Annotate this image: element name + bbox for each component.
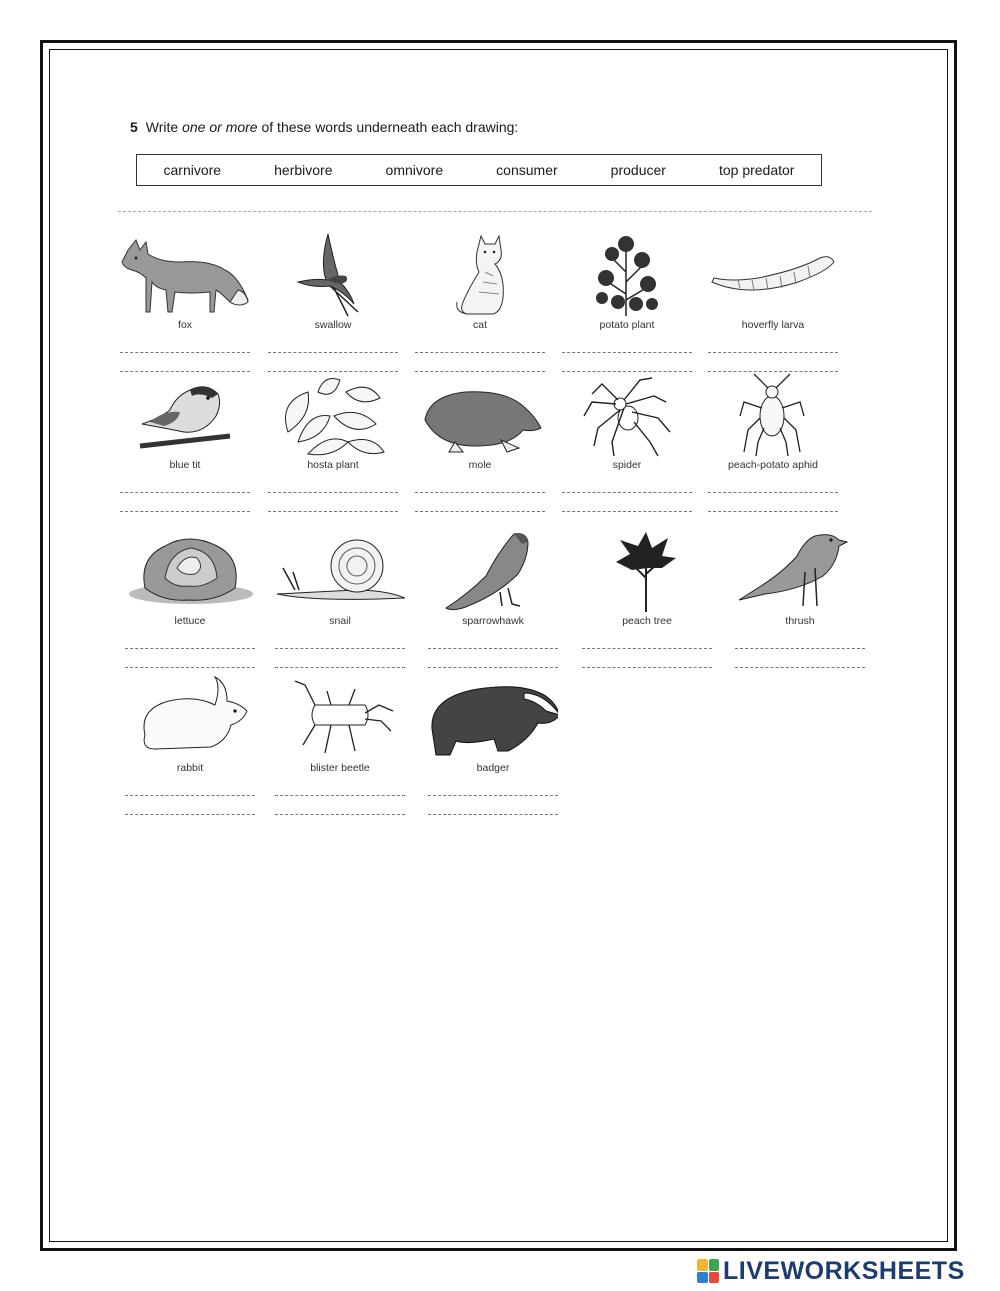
hosta-plant-icon [268, 372, 398, 457]
organism-cell-swallow [268, 232, 398, 373]
fox-icon [120, 232, 250, 317]
answer-input-1[interactable] [562, 337, 692, 353]
answer-input-2[interactable] [708, 356, 838, 372]
organism-cell-blue-tit [120, 372, 250, 513]
logo-square-4 [709, 1272, 720, 1284]
word-bank [136, 154, 822, 186]
answer-input-1[interactable] [708, 477, 838, 493]
organism-cell-hoverfly-larva [708, 232, 838, 373]
blister-beetle-icon [275, 675, 405, 760]
organism-label: fox [177, 319, 192, 331]
question-text-italic: one or more [182, 119, 258, 135]
answer-input-1[interactable] [415, 477, 545, 493]
answer-input-2[interactable] [125, 799, 255, 815]
answer-input-1[interactable] [268, 477, 398, 493]
answer-input-2[interactable] [708, 496, 838, 512]
answer-input-1[interactable] [562, 477, 692, 493]
organism-label: peach tree [622, 615, 672, 627]
answer-input-1[interactable] [268, 337, 398, 353]
logo-square-2 [709, 1259, 720, 1271]
organism-cell-cat [415, 232, 545, 373]
organism-label: swallow [314, 319, 352, 331]
word-producer: producer [610, 162, 666, 178]
organism-label: potato plant [599, 319, 655, 331]
answer-input-2[interactable] [428, 652, 558, 668]
question-number: 5 [130, 119, 138, 135]
organism-label: badger [476, 762, 510, 774]
badger-icon [428, 675, 558, 760]
swallow-icon [268, 232, 398, 317]
answer-input-1[interactable] [275, 633, 405, 649]
logo-square-1 [697, 1259, 708, 1271]
word-carnivore: carnivore [163, 162, 222, 178]
organism-cell-blister-beetle [275, 675, 405, 816]
answer-input-2[interactable] [275, 652, 405, 668]
organism-label: blue tit [169, 459, 201, 471]
answer-input-1[interactable] [428, 633, 558, 649]
answer-input-2[interactable] [275, 799, 405, 815]
snail-icon [275, 528, 405, 613]
organism-label: blister beetle [310, 762, 370, 774]
word-herbivore: herbivore [274, 162, 333, 178]
logo-square-3 [697, 1272, 708, 1284]
answer-input-2[interactable] [562, 496, 692, 512]
organism-label: cat [472, 319, 487, 331]
answer-input-1[interactable] [275, 780, 405, 796]
answer-input-1[interactable] [125, 633, 255, 649]
mole-icon [415, 372, 545, 457]
answer-input-1[interactable] [428, 780, 558, 796]
answer-input-1[interactable] [708, 337, 838, 353]
organism-cell-fox [120, 232, 250, 373]
answer-input-2[interactable] [415, 356, 545, 372]
spider-icon [562, 372, 692, 457]
organism-cell-badger [428, 675, 558, 816]
organism-cell-lettuce [125, 528, 255, 669]
thrush-icon [735, 528, 865, 613]
organism-label: lettuce [174, 615, 206, 627]
answer-input-1[interactable] [582, 633, 712, 649]
organism-label: spider [612, 459, 642, 471]
word-consumer: consumer [496, 162, 558, 178]
organism-cell-rabbit [125, 675, 255, 816]
cat-icon [415, 232, 545, 317]
answer-input-2[interactable] [735, 652, 865, 668]
brand-name: LIVEWORKSHEETS [723, 1256, 965, 1285]
sparrowhawk-icon [428, 528, 558, 613]
answer-input-2[interactable] [125, 652, 255, 668]
peach-tree-icon [582, 528, 712, 613]
answer-input-1[interactable] [415, 337, 545, 353]
organism-cell-spider [562, 372, 692, 513]
organism-label: mole [468, 459, 492, 471]
answer-input-2[interactable] [428, 799, 558, 815]
organism-label: hosta plant [307, 459, 359, 471]
organism-cell-snail [275, 528, 405, 669]
organism-cell-hosta-plant [268, 372, 398, 513]
organism-cell-mole [415, 372, 545, 513]
blue-tit-icon [120, 372, 250, 457]
word-top-predator: top predator [718, 162, 795, 178]
liveworksheets-brand[interactable] [697, 1256, 965, 1286]
word-omnivore: omnivore [385, 162, 444, 178]
organism-label: sparrowhawk [462, 615, 524, 627]
answer-input-2[interactable] [582, 652, 712, 668]
answer-input-2[interactable] [120, 496, 250, 512]
organism-label: peach-potato aphid [728, 459, 818, 471]
organism-label: thrush [785, 615, 815, 627]
answer-input-1[interactable] [120, 477, 250, 493]
lettuce-icon [125, 528, 255, 613]
answer-input-2[interactable] [562, 356, 692, 372]
organism-cell-sparrowhawk [428, 528, 558, 669]
hoverfly-larva-icon [708, 232, 838, 317]
answer-input-2[interactable] [415, 496, 545, 512]
question-prompt [130, 119, 518, 135]
answer-input-2[interactable] [120, 356, 250, 372]
answer-input-2[interactable] [268, 496, 398, 512]
rabbit-icon [125, 675, 255, 760]
answer-input-1[interactable] [735, 633, 865, 649]
organism-label: hoverfly larva [741, 319, 805, 331]
organism-label: rabbit [176, 762, 204, 774]
answer-input-2[interactable] [268, 356, 398, 372]
organism-label: snail [329, 615, 351, 627]
answer-input-1[interactable] [125, 780, 255, 796]
question-text-before: Write [145, 119, 179, 135]
answer-input-1[interactable] [120, 337, 250, 353]
organism-cell-peach-tree [582, 528, 712, 669]
organism-cell-potato-plant [562, 232, 692, 373]
liveworksheets-logo-icon [697, 1259, 719, 1283]
organism-cell-peach-potato-aphid [708, 372, 838, 513]
potato-plant-icon [562, 232, 692, 317]
organism-cell-thrush [735, 528, 865, 669]
dashed-separator [118, 211, 872, 212]
peach-potato-aphid-icon [708, 372, 838, 457]
question-text-after: of these words underneath each drawing: [261, 119, 519, 135]
